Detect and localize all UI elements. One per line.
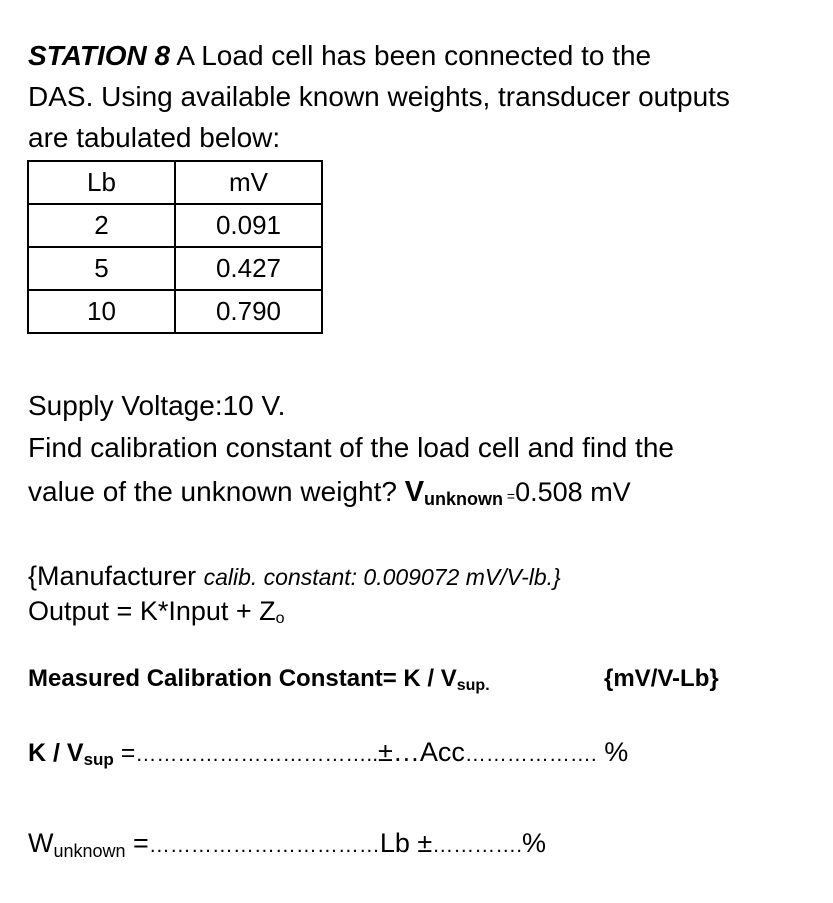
- output-formula-text: Output = K*Input + Z: [28, 596, 276, 626]
- table-cell-lb: 2: [28, 204, 175, 247]
- k-accuracy-label: ±…Acc: [378, 737, 465, 767]
- k-label: K / V: [28, 739, 84, 767]
- manufacturer-constant: [28, 559, 561, 594]
- table-row: [28, 204, 322, 247]
- table-cell-mv: 0.091: [175, 204, 322, 247]
- w-blank-value: ……………………………: [148, 834, 380, 857]
- v-unknown-symbol: V: [404, 476, 425, 508]
- k-label-subscript: sup: [83, 750, 114, 769]
- question-line-2-text: value of the unknown weight?: [28, 476, 405, 507]
- intro-line-2: DAS. Using available known weights, transducer outputs: [28, 81, 730, 112]
- table-header-lb: Lb: [28, 161, 175, 204]
- w-answer-line: [28, 825, 546, 869]
- table-header-mv: mV: [175, 161, 322, 204]
- station-label: STATION 8: [28, 40, 171, 71]
- question-line-2: [28, 472, 631, 519]
- table-cell-mv: 0.427: [175, 247, 322, 290]
- output-formula-subscript: o: [275, 610, 285, 627]
- w-blank-accuracy: ………….: [432, 834, 523, 857]
- intro-line-3: are tabulated below:: [28, 122, 281, 153]
- v-unknown-subscript: unknown: [424, 489, 504, 509]
- intro-line-1-text: A Load cell has been connected to the: [170, 40, 652, 71]
- table-cell-mv: 0.790: [175, 290, 322, 333]
- question-line-1: Find calibration constant of the load cell and find the: [28, 432, 674, 463]
- w-lb-label: Lb ±: [379, 828, 433, 858]
- w-equals: =: [125, 828, 149, 858]
- w-label-subscript: unknown: [53, 841, 126, 861]
- intro-line-1: [28, 36, 651, 76]
- output-formula: [28, 594, 285, 636]
- manufacturer-constant-value: calib. constant: 0.009072 mV/V-lb.}: [203, 564, 561, 590]
- table-row: [28, 290, 322, 333]
- measured-constant-label: Measured Calibration Constant= K / V: [28, 665, 457, 692]
- supply-voltage: Supply Voltage:10 V.: [28, 390, 286, 421]
- v-unknown-equals: =: [503, 488, 516, 504]
- w-percent: %: [522, 828, 547, 858]
- w-label: W: [28, 828, 54, 858]
- k-blank-accuracy: ……………….: [464, 743, 597, 766]
- table-header-row: [28, 161, 322, 204]
- k-answer-line: [28, 734, 628, 778]
- table-row: [28, 247, 322, 290]
- k-equals: =: [113, 739, 136, 767]
- measured-constant-subscript: sup.: [456, 677, 490, 694]
- v-unknown-value: 0.508 mV: [515, 477, 631, 507]
- measured-constant-units: {mV/V-Lb}: [604, 665, 719, 692]
- k-percent: %: [596, 737, 629, 767]
- table-cell-lb: 10: [28, 290, 175, 333]
- k-blank-value: ……………………………..: [135, 743, 379, 766]
- table-cell-lb: 5: [28, 247, 175, 290]
- calibration-table: [27, 160, 323, 334]
- measured-constant-heading: [28, 662, 490, 703]
- manufacturer-open: {Manufacturer: [28, 561, 204, 591]
